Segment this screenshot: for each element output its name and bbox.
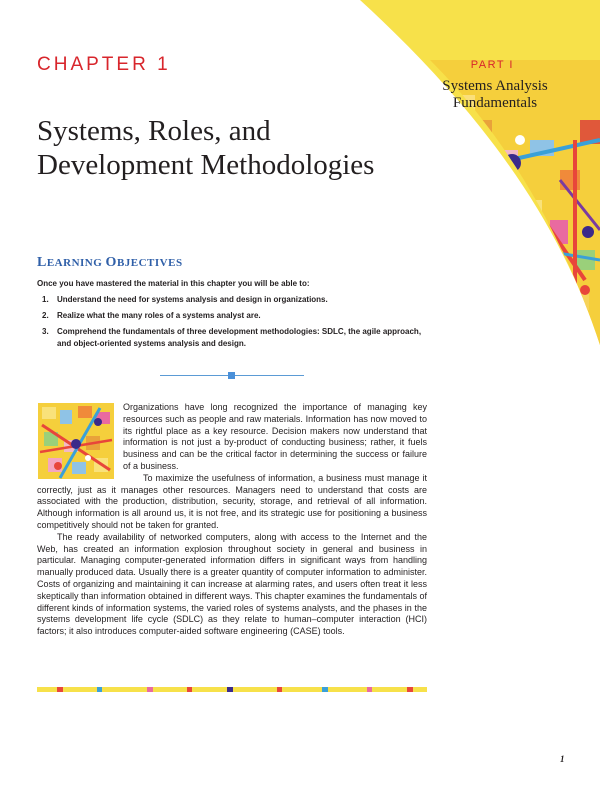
objective-item [37,326,437,350]
body-paragraph: Organizations have long recognized the importance of managing key resources such as people and raw materials. Information has now moved to its rightful place as a key resource. Decision makers now understand that information is not just a by-product of conducting business; rather, it fuels business and can be the critical factor in determining the success or failure of a business. [123,402,427,471]
part-title-line1: Systems Analysis [442,78,548,94]
part-label: PART I [470,59,514,71]
heading-part2: BJECTIVES [116,257,183,269]
objective-item [37,310,437,322]
chapter-label: CHAPTER 1 [37,54,171,75]
objective-text: Comprehend the fundamentals of three development methodologies: SDLC, the agile approach, and object-oriented systems analysis and design. [57,327,422,348]
objective-text: Understand the need for systems analysis and design in organizations. [57,295,328,304]
objective-number: 3. [42,327,49,336]
objective-text: Realize what the many roles of a systems analyst are. [57,311,261,320]
body-paragraph: The ready availability of networked computers, along with access to the Internet and the Web, has created an information explosion throughout society in general and business in particular. Managing computer-generated information differs in significant ways from handling manually produced data. Usually there is a greater quantity of computer information to administer. Costs of organizing and maintaining it can increase at alarming rates, and users often treat it less skeptically than information obtained in different ways. This chapter examines the fundamentals of different kinds of information systems, the varied roles of systems analysts, and the phases in the systems development life cycle (SDLC) as they relate to human–computer interaction (HCI) factors; it also introduces computer-aided software engineering (CASE) tools. [37,531,427,637]
learning-objectives-list [37,294,437,354]
bottom-decorative-strip [37,687,427,692]
chapter-title [37,114,437,182]
heading-initial-o: O [105,255,117,270]
learning-objectives-intro: Once you have mastered the material in this chapter you will be able to: [37,279,310,288]
objective-number: 2. [42,311,49,320]
learning-objectives-heading [37,255,183,271]
objective-number: 1. [42,295,49,304]
chapter-title-line1: Systems, Roles, and [37,115,271,147]
part-title-line2: Fundamentals [452,95,538,111]
divider-square-icon [228,372,235,379]
page-number: 1 [560,754,565,764]
objective-item [37,294,437,306]
heading-initial-l: L [37,255,47,270]
body-paragraph: To maximize the usefulness of information, a business must manage it correctly, just as it manages other resources. Managers need to understand that costs are associated with the production, distribution, security, storage, and retrieval of all information. Although information is all around us, it is not free, and its strategic use for positioning a business competitively should not be taken for granted. [37,472,427,530]
heading-part1: EARNING [46,257,106,269]
body-text [37,402,427,638]
part-title [420,78,570,112]
chapter-title-line2: Development Methodologies [37,149,375,181]
